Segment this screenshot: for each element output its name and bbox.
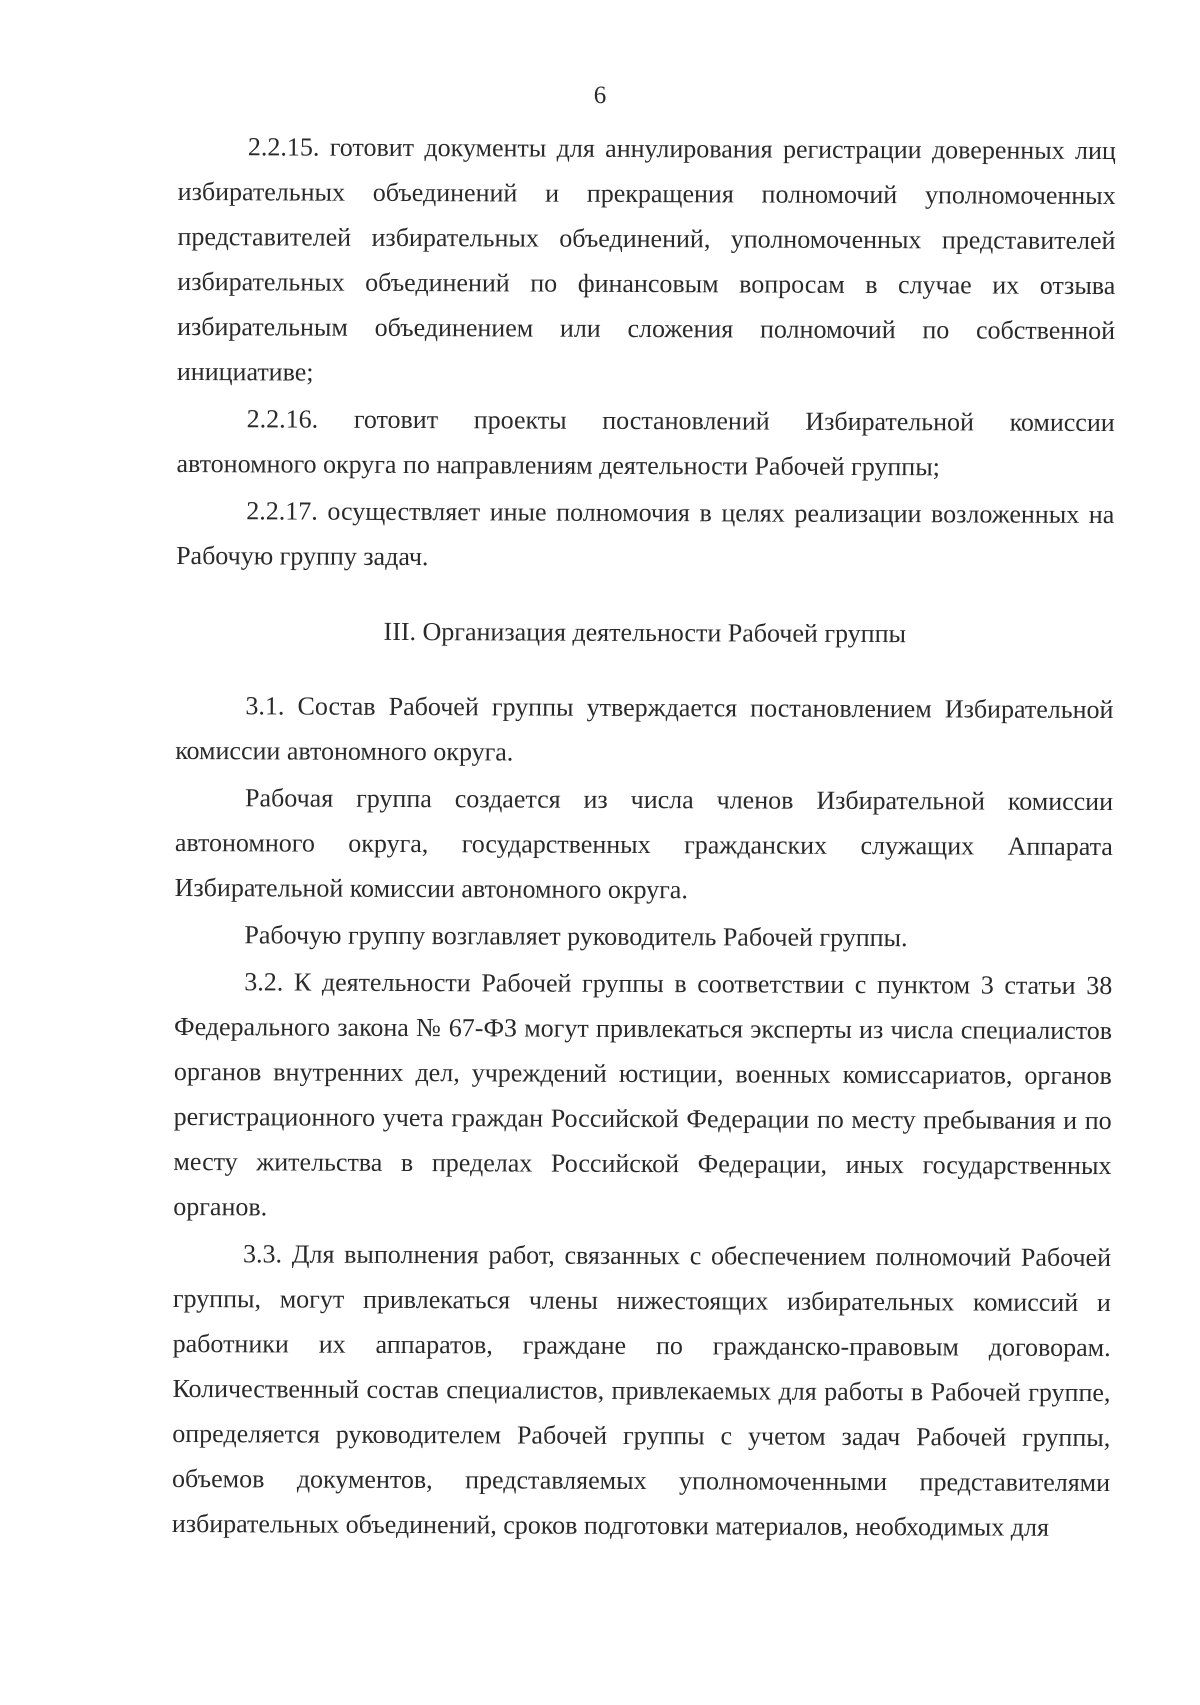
paragraph-3-1-composition: Рабочая группа создается из числа членов Избирательной комиссии автономного округа, государственных гражданских служащих Аппарата Избирательной комиссии автономного округа. (174, 783, 1114, 905)
paragraph-3-3: 3.3. Для выполнения работ, связанных с обеспечением полномочий Рабочей группы, могут привлекаться члены нижестоящих избирательных комиссий и работники их аппаратов, граждане по гражданско-правовым договорам. Количественный состав специалистов, привлекаемых для работы в Рабочей группе, определяется руководителем Рабочей группы с учетом задач Рабочей группы, объемов документов, представляемых уполномоченными представителями избирательных объединений, сроков подготовки материалов, необходимых для (171, 1239, 1112, 1542)
paragraph-2-2-15: 2.2.15. готовит документы для аннулирования регистрации доверенных лиц избирательных объединений и прекращения полномочий уполномоченных представителей избирательных объединений, уполномоченных представителей избирательных объединений по финансовым вопросам в случае их отзыва избирательным объединением или сложения полномочий по собственной инициативе; (176, 132, 1116, 387)
paragraph-2-2-17: 2.2.17. осуществляет иные полномочия в целях реализации возложенных на Рабочую группу задач. (176, 496, 1115, 572)
paragraph-2-2-16: 2.2.16. готовит проекты постановлений Избирательной комиссии автономного округа по направлениям деятельности Рабочей группы; (176, 404, 1115, 482)
document-body (172, 124, 1116, 1550)
page-number: 6 (593, 82, 607, 109)
paragraph-3-1: 3.1. Состав Рабочей группы утверждается постановлением Избирательной комиссии автономного округа. (175, 691, 1114, 767)
section-heading: III. Организация деятельности Рабочей группы (383, 616, 907, 649)
paragraph-3-2: 3.2. К деятельности Рабочей группы в соответствии с пунктом 3 статьи 38 Федерального закона № 67-ФЗ могут привлекаться эксперты из числа специалистов органов внутренних дел, учреждений юстиции, военных комиссариатов, органов регистрационного учета граждан Российской Федерации по месту пребывания и по месту жительства в пределах Российской Федерации, иных государственных органов. (173, 967, 1113, 1222)
paragraph-3-1-leader: Рабочую группу возглавляет руководитель Рабочей группы. (244, 920, 908, 953)
